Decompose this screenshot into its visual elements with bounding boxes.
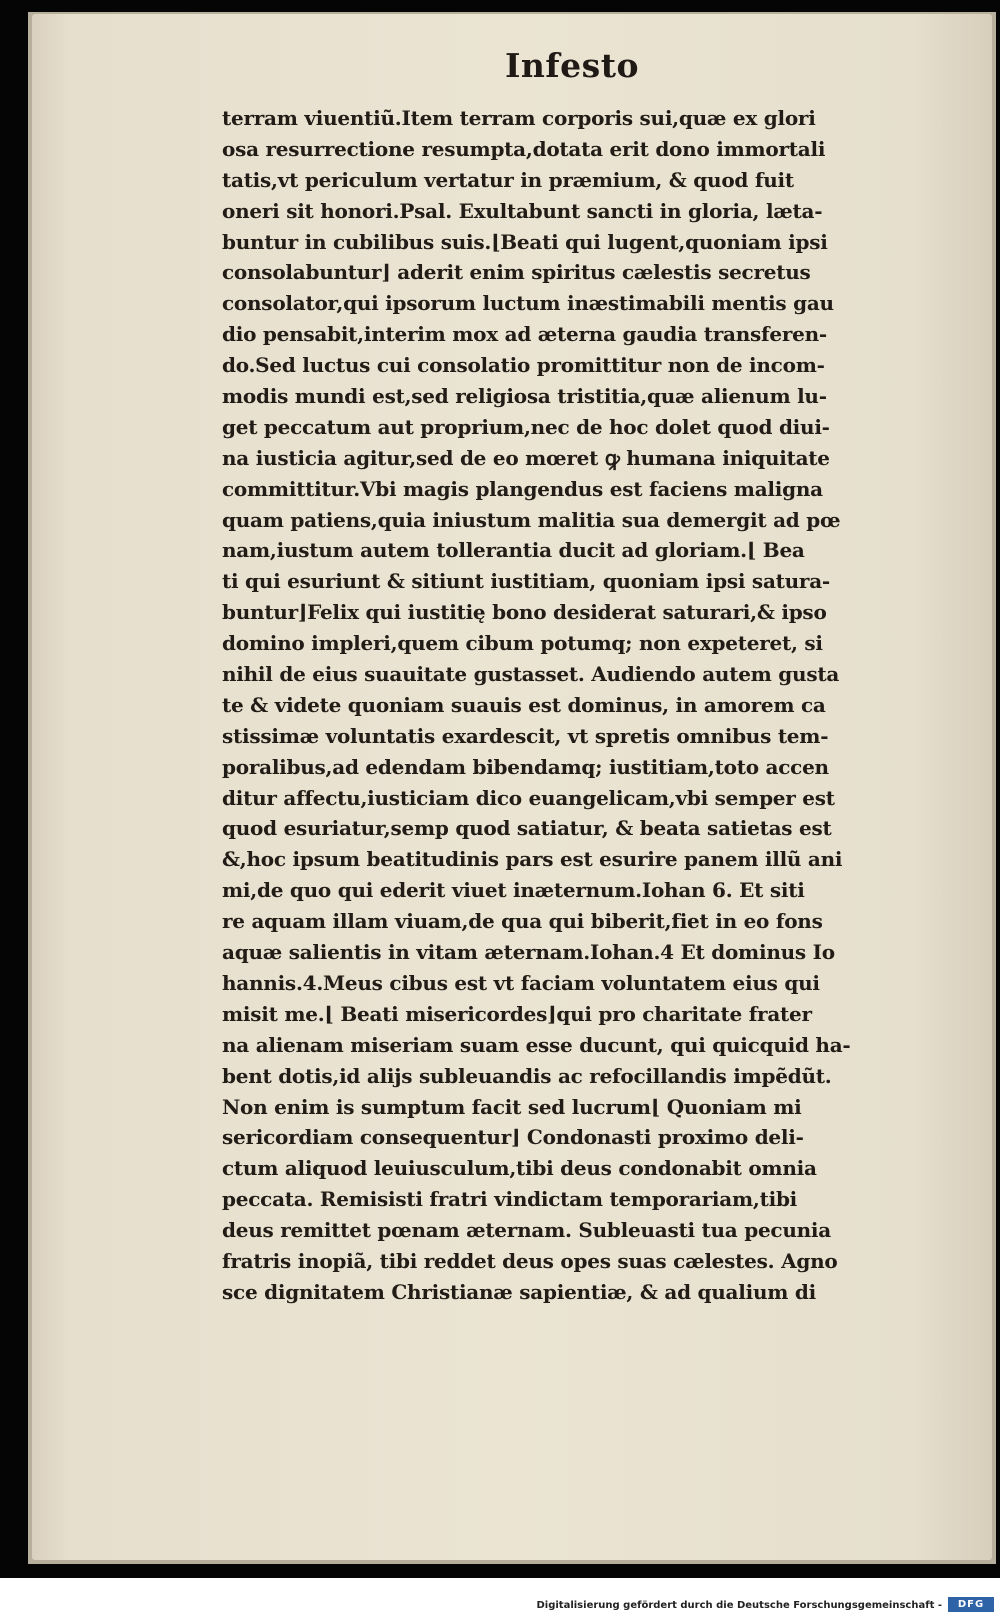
text-line: ti qui esuriunt & sitiunt iustitiam, quoniam ipsi satura- bbox=[222, 569, 830, 594]
text-line: hannis.4.Meus cibus est vt faciam voluntatem eius qui bbox=[222, 970, 820, 995]
text-line: modis mundi est,sed religiosa tristitia,quæ alienum lu- bbox=[222, 384, 827, 409]
text-line: terram viuentiũ.Item terram corporis sui,quæ ex glori bbox=[222, 106, 816, 130]
text-line: buntur⌋Felix qui iustitię bono desiderat saturari,& ipso bbox=[222, 600, 827, 625]
text-block bbox=[222, 103, 922, 1308]
digitization-credit: Digitalisierung gefördert durch die Deutsche Forschungsgemeinschaft - bbox=[536, 1600, 942, 1611]
text-line: stissimæ voluntatis exardescit, vt spretis omnibus tem- bbox=[222, 723, 829, 748]
running-head: Infesto bbox=[505, 46, 639, 85]
text-line: osa resurrectione resumpta,dotata erit dono immortali bbox=[222, 136, 826, 161]
text-line: misit me.⌊ Beati misericordes⌋qui pro charitate frater bbox=[222, 1001, 812, 1026]
text-line: oneri sit honori.Psal. Exultabunt sancti in gloria, læta- bbox=[222, 198, 823, 223]
text-line: ditur affectu,iusticiam dico euangelicam,vbi semper est bbox=[222, 785, 835, 810]
text-line: domino impleri,quem cibum potumq; non expeteret, si bbox=[222, 631, 823, 656]
text-line: aquæ salientis in vitam æternam.Iohan.4 Et dominus Io bbox=[222, 940, 835, 965]
text-line: fratris inopiã, tibi reddet deus opes suas cælestes. Agno bbox=[222, 1248, 838, 1273]
text-line: sce dignitatem Christianæ sapientiæ, & ad qualium di bbox=[222, 1279, 816, 1304]
text-line: re aquam illam viuam,de qua qui biberit,fiet in eo fons bbox=[222, 909, 823, 934]
text-line: peccata. Remisisti fratri vindictam temporariam,tibi bbox=[222, 1187, 798, 1212]
text-line: poralibus,ad edendam bibendamq; iustitiam,toto accen bbox=[222, 754, 829, 779]
text-line: quam patiens,quia iniustum malitia sua demergit ad pœ bbox=[222, 507, 841, 532]
text-line: buntur in cubilibus suis.⌊Beati qui lugent,quoniam ipsi bbox=[222, 229, 828, 254]
credit-bar bbox=[0, 1578, 1000, 1615]
text-line: bent dotis,id alijs subleuandis ac refocillandis impẽdũt. bbox=[222, 1063, 832, 1088]
text-line: Non enim is sumptum facit sed lucrum⌊ Quoniam mi bbox=[222, 1094, 802, 1119]
text-line: na iusticia agitur,sed de eo mœret ꝙ humana iniquitate bbox=[222, 445, 830, 470]
text-line: mi,de quo qui ederit viuet inæternum.Iohan 6. Et siti bbox=[222, 878, 805, 903]
text-line: na alienam miseriam suam esse ducunt, qui quicquid ha- bbox=[222, 1032, 851, 1057]
text-line: consolabuntur⌋ aderit enim spiritus cælestis secretus bbox=[222, 260, 811, 285]
text-line: dio pensabit,interim mox ad æterna gaudia transferen- bbox=[222, 322, 827, 347]
dfg-logo-icon: DFG bbox=[948, 1597, 994, 1612]
text-line: consolator,qui ipsorum luctum inæstimabili mentis gau bbox=[222, 291, 834, 316]
text-line: &,hoc ipsum beatitudinis pars est esurire panem illũ ani bbox=[222, 847, 843, 872]
text-line: quod esuriatur,semp quod satiatur, & beata satietas est bbox=[222, 816, 832, 841]
text-line: te & videte quoniam suauis est dominus, in amorem ca bbox=[222, 692, 826, 717]
text-line: sericordiam consequentur⌋ Condonasti proximo deli- bbox=[222, 1125, 804, 1150]
text-line: deus remittet pœnam æternam. Subleuasti tua pecunia bbox=[222, 1218, 831, 1243]
text-line: tatis,vt periculum vertatur in præmium, & quod fuit bbox=[222, 167, 794, 192]
text-line: nam,iustum autem tollerantia ducit ad gloriam.⌊ Bea bbox=[222, 538, 805, 563]
text-line: ctum aliquod leuiusculum,tibi deus condonabit omnia bbox=[222, 1156, 817, 1181]
text-line: nihil de eius suauitate gustasset. Audiendo autem gusta bbox=[222, 662, 840, 687]
text-line: do.Sed luctus cui consolatio promittitur non de incom- bbox=[222, 353, 825, 378]
text-line: get peccatum aut proprium,nec de hoc dolet quod diui- bbox=[222, 414, 830, 439]
text-line: committitur.Vbi magis plangendus est faciens maligna bbox=[222, 476, 823, 501]
